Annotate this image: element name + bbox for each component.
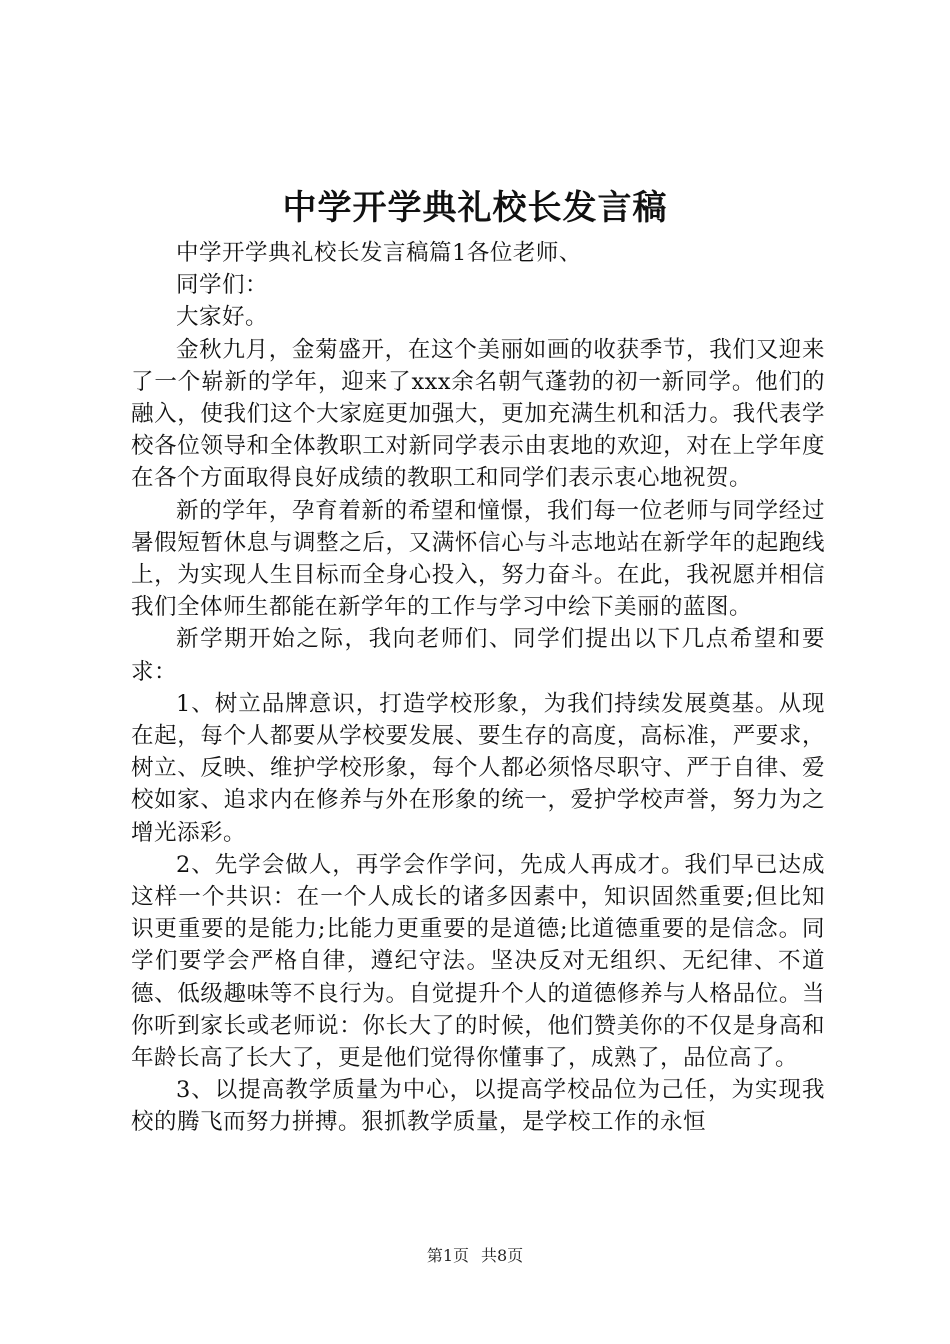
- document-title: 中学开学典礼校长发言稿: [282, 188, 668, 228]
- page-total: 共8页: [481, 1246, 524, 1265]
- paragraph-heading-line: 中学开学典礼校长发言稿篇1各位老师、: [176, 240, 582, 266]
- document-body: [131, 237, 825, 1139]
- page-footer: [0, 1245, 950, 1267]
- paragraph-point-2: 2、先学会做人，再学会作学问，先成人再成才。我们早已达成这样一个共识：在一个人成长的诸多因素中，知识固然重要;但比知识更重要的是能力;比能力更重要的是道德;比道德重要的是信念。同学们要学会严格自律，遵纪守法。坚决反对无组织、无纪律、不道德、低级趣味等不良行为。自觉提升个人的道德修养与人格品位。当你听到家长或老师说：你长大了的时候，他们赞美你的不仅是身高和年龄长高了长大了，更是他们觉得你懂事了，成熟了，品位高了。: [131, 851, 825, 1072]
- paragraph-salutation: 同学们：: [176, 272, 269, 299]
- page-number: 第1页: [426, 1246, 469, 1265]
- paragraph-welcome: 金秋九月，金菊盛开，在这个美丽如画的收获季节，我们又迎来了一个崭新的学年，迎来了xxx余名朝气蓬勃的初一新同学。他们的融入，使我们这个大家庭更加强大，更加充满生机和活力。我代表学校各位领导和全体教职工对新同学表示由衷地的欢迎，对在上学年度在各个方面取得良好成绩的教职工和同学们表示衷心地祝贺。: [131, 336, 825, 492]
- paragraph-point-3: 3、以提高教学质量为中心，以提高学校品位为己任，为实现我校的腾飞而努力拼搏。狠抓教学质量，是学校工作的永恒: [131, 1077, 825, 1136]
- paragraph-requirements-intro: 新学期开始之际，我向老师们、同学们提出以下几点希望和要求：: [131, 626, 825, 685]
- paragraph-greeting: 大家好。: [176, 304, 269, 331]
- paragraph-new-year: 新的学年，孕育着新的希望和憧憬，我们每一位老师与同学经过暑假短暂休息与调整之后，又满怀信心与斗志地站在新学年的起跑线上，为实现人生目标而全身心投入，努力奋斗。在此，我祝愿并相信我们全体师生都能在新学年的工作与学习中绘下美丽的蓝图。: [131, 497, 825, 621]
- paragraph-point-1: 1、树立品牌意识，打造学校形象，为我们持续发展奠基。从现在起，每个人都要从学校要发展、要生存的高度，高标准，严要求，树立、反映、维护学校形象，每个人都必须恪尽职守、严于自律、爱校如家、追求内在修养与外在形象的统一，爱护学校声誉，努力为之增光添彩。: [131, 690, 825, 846]
